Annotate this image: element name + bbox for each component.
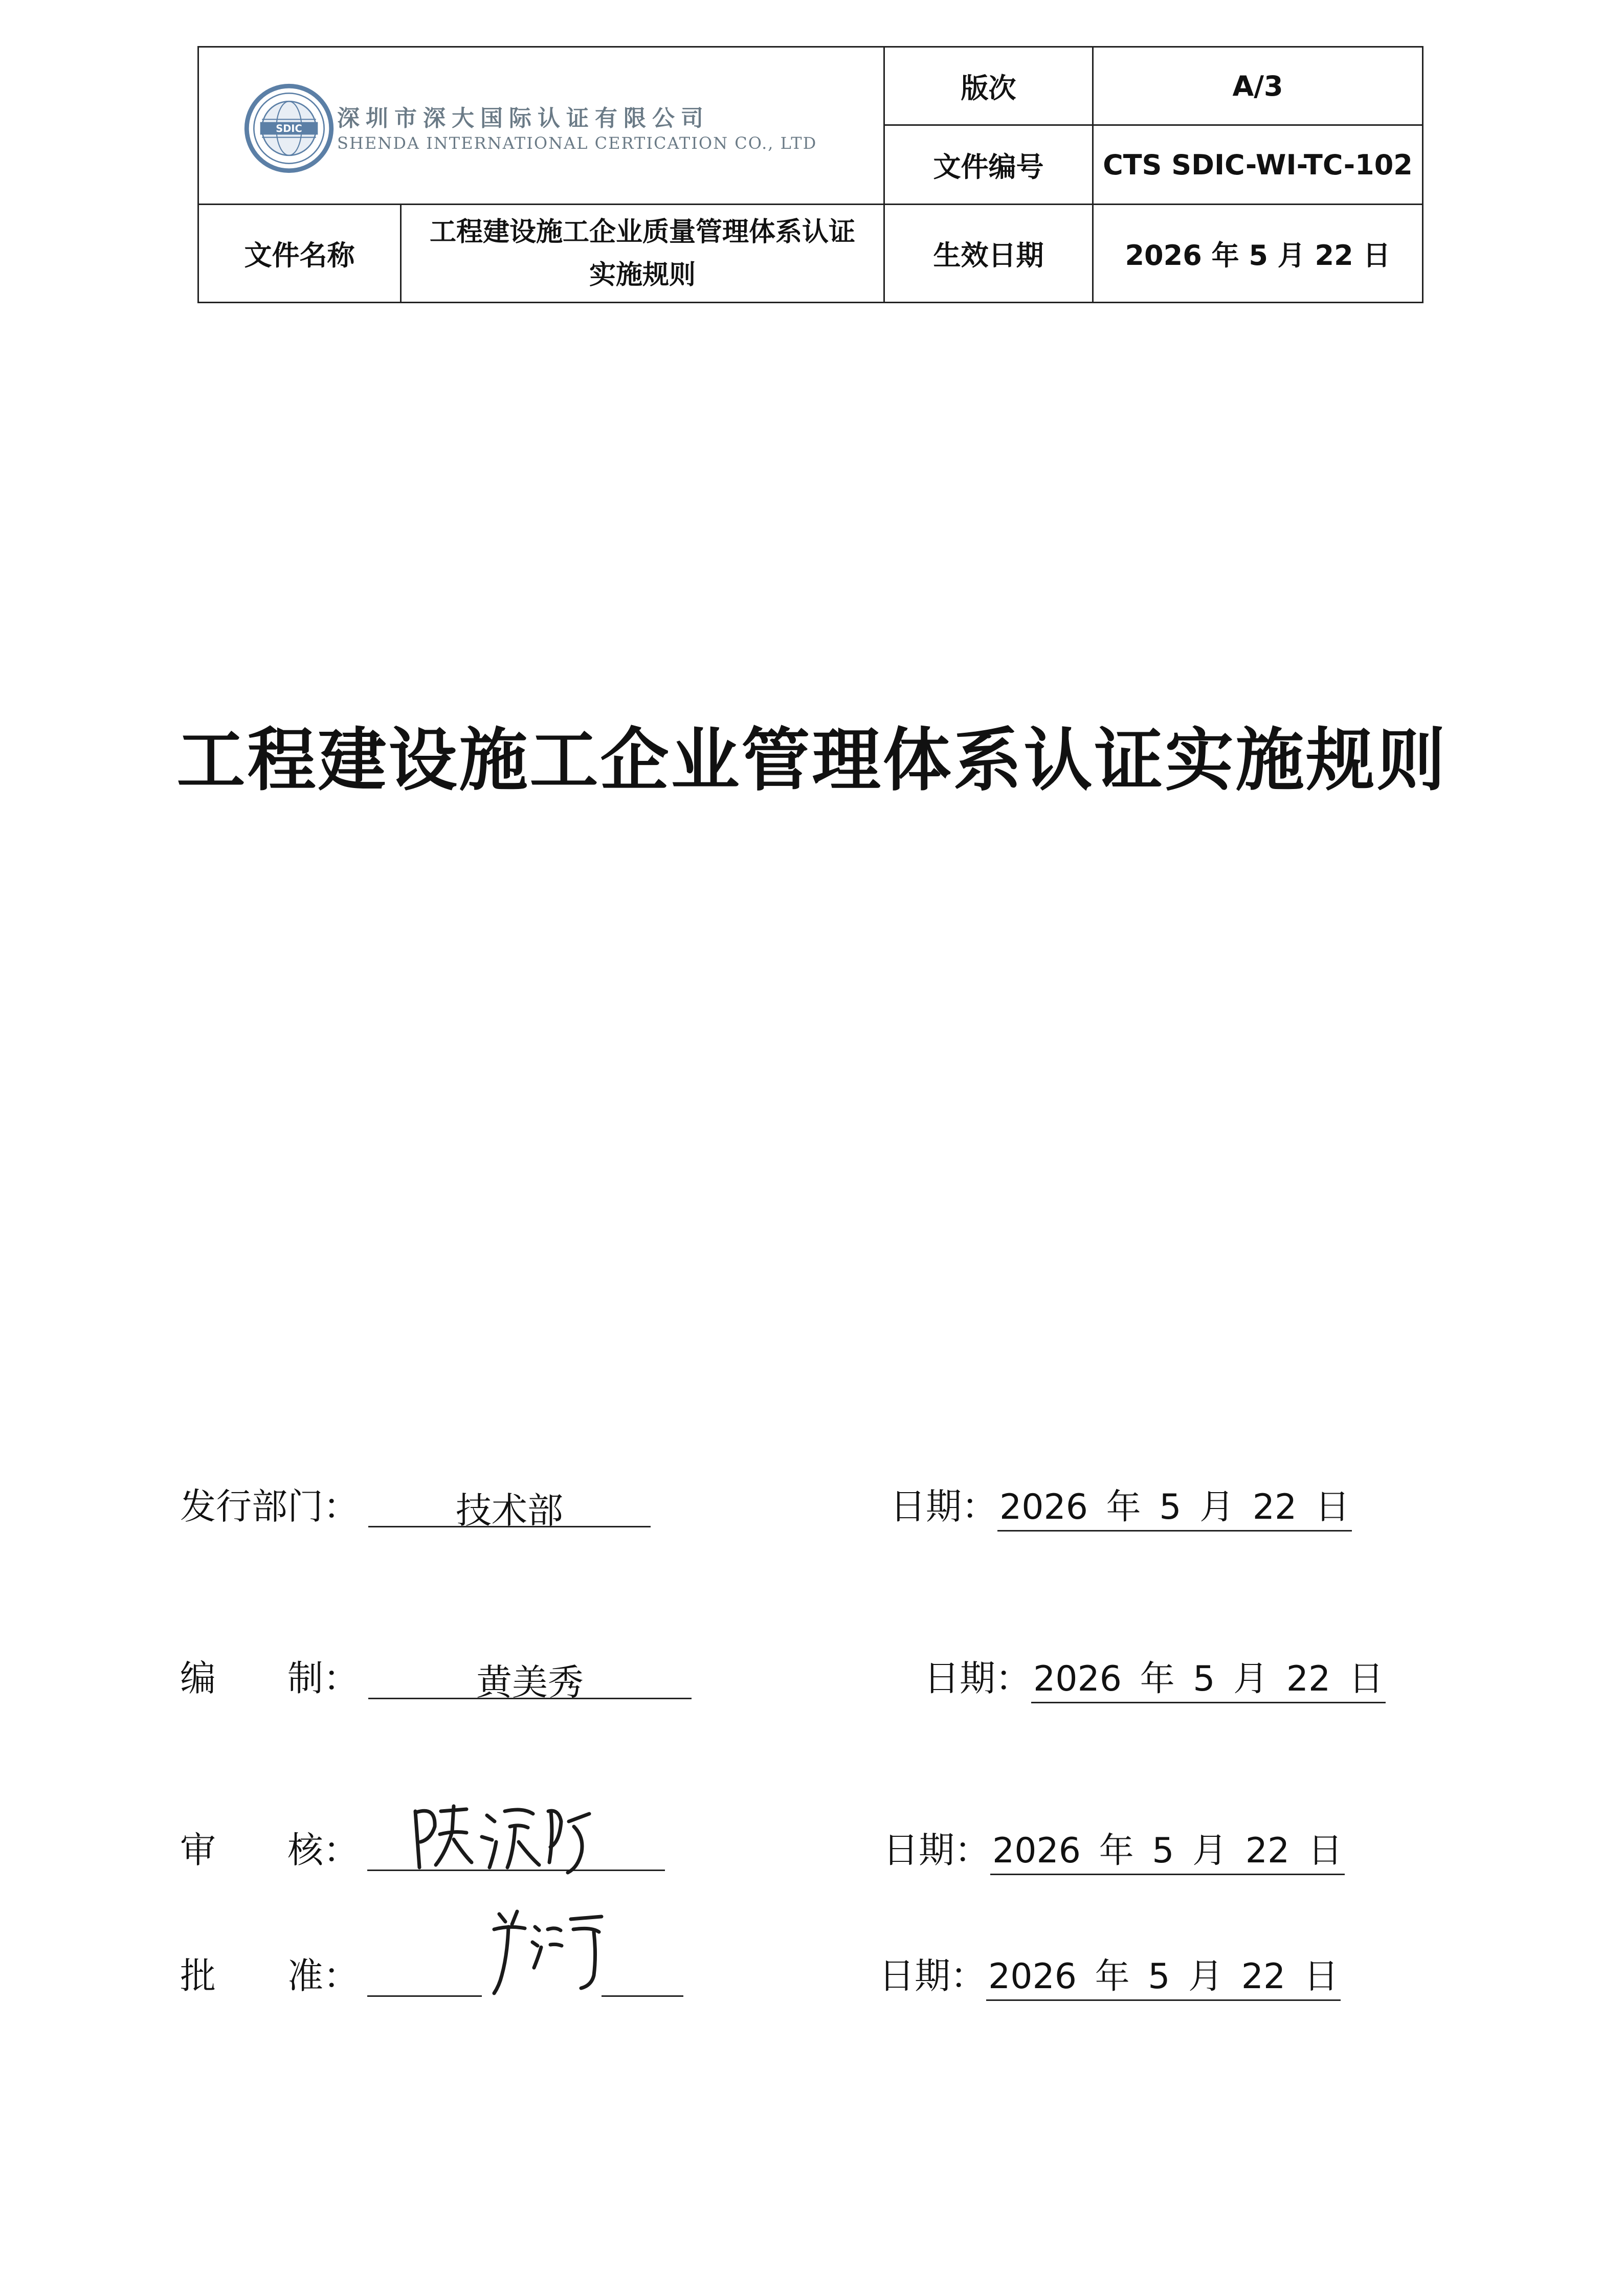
signoff-label-prepared: 编 制： xyxy=(180,1657,359,1699)
approved-by-field-right xyxy=(602,1951,683,1997)
signoff-row-department xyxy=(180,1478,1459,1539)
logo-text: SDIC xyxy=(276,123,302,135)
date-value: 2026 年 5 月 22 日 xyxy=(997,1479,1352,1532)
doc-name-value: 工程建设施工企业质量管理体系认证实施规则 xyxy=(401,205,884,303)
company-logo-cell xyxy=(198,47,884,205)
company-name-cn: 深圳市深大国际认证有限公司 xyxy=(337,105,709,131)
version-value: A/3 xyxy=(1093,47,1423,125)
signoff-row-approved xyxy=(180,1947,1459,2009)
doc-number-value: CTS SDIC-WI-TC-102 xyxy=(1093,125,1423,205)
date-label: 日期： xyxy=(879,1955,986,1997)
date-label: 日期： xyxy=(924,1657,1031,1699)
date-label: 日期： xyxy=(890,1485,997,1527)
version-label: 版次 xyxy=(884,47,1093,125)
effective-date-value: 2026 年 5 月 22 日 xyxy=(1093,205,1423,303)
effective-date-label: 生效日期 xyxy=(884,205,1093,303)
approved-by-field-left xyxy=(367,1951,482,1997)
date-label: 日期： xyxy=(883,1829,990,1871)
signoff-label-approved: 批 准： xyxy=(180,1955,359,1997)
signoff-date-reviewed xyxy=(883,1821,1345,1875)
document-header-table xyxy=(197,46,1423,303)
company-seal-icon xyxy=(244,83,334,173)
date-value: 2026 年 5 月 22 日 xyxy=(990,1823,1345,1875)
signoff-label-department: 发行部门： xyxy=(180,1485,359,1527)
signoff-label-reviewed: 审 核： xyxy=(180,1829,359,1871)
approver-signature-icon xyxy=(479,1899,612,2001)
doc-name-label: 文件名称 xyxy=(198,205,401,303)
signoff-row-reviewed xyxy=(180,1821,1459,1883)
reviewer-signature-icon xyxy=(405,1791,599,1883)
document-title: 工程建设施工企业管理体系认证实施规则 xyxy=(176,719,1448,800)
date-value: 2026 年 5 月 22 日 xyxy=(986,1949,1341,2001)
prepared-by-field: 黄美秀 xyxy=(368,1654,692,1699)
signoff-row-prepared xyxy=(180,1650,1510,1711)
signoff-date-prepared xyxy=(924,1650,1386,1703)
department-field: 技术部 xyxy=(368,1482,651,1527)
doc-number-label: 文件编号 xyxy=(884,125,1093,205)
company-name-en: SHENDA INTERNATIONAL CERTICATION CO., LTD xyxy=(337,133,817,153)
date-value: 2026 年 5 月 22 日 xyxy=(1031,1651,1386,1703)
signoff-date-department xyxy=(890,1478,1352,1532)
signoff-date-approved xyxy=(879,1947,1341,2001)
